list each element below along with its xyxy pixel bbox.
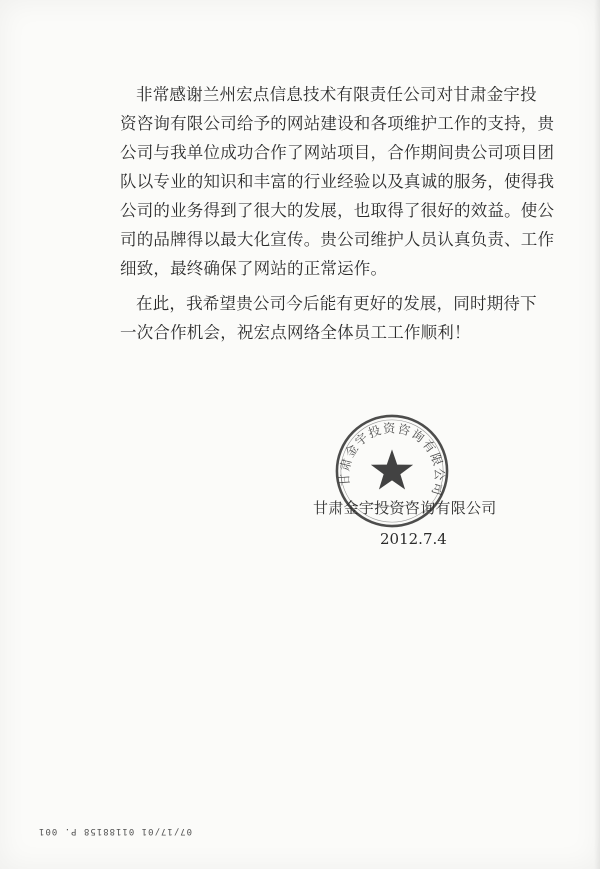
scan-edge-shadow: [594, 0, 600, 869]
letter-line: 资咨询有限公司给予的网站建设和各项维护工作的支持，贵: [120, 114, 555, 133]
letter-line: 司的品牌得以最大化宣传。贵公司维护人员认真负责、工作: [120, 230, 555, 249]
letter-line: 非常感谢兰州宏点信息技术有限责任公司对甘肃金宇投: [136, 85, 537, 104]
letter-line: 一次合作机会，祝宏点网络全体员工工作顺利！: [120, 323, 471, 342]
signature-date: 2012.7.4: [380, 530, 447, 548]
letter-line: 细致，最终确保了网站的正常运作。: [120, 259, 388, 278]
letter-line: 在此，我希望贵公司今后能有更好的发展，同时期待下: [136, 294, 537, 313]
svg-text:甘肃金宇投资咨询有限公司: 甘肃金宇投资咨询有限公司: [337, 421, 447, 499]
letter-body: [120, 80, 555, 347]
signature-company: 甘肃金宇投资咨询有限公司: [313, 499, 497, 517]
letter-line: 公司与我单位成功合作了网站项目，合作期间贵公司项目团: [120, 143, 555, 162]
fax-header: 07/17/01 01188158 P. 001: [38, 826, 193, 836]
letter-line: 队以专业的知识和丰富的行业经验以及真诚的服务，使得我: [120, 172, 555, 191]
letter-line: 公司的业务得到了很大的发展，也取得了很好的效益。使公: [120, 201, 555, 220]
